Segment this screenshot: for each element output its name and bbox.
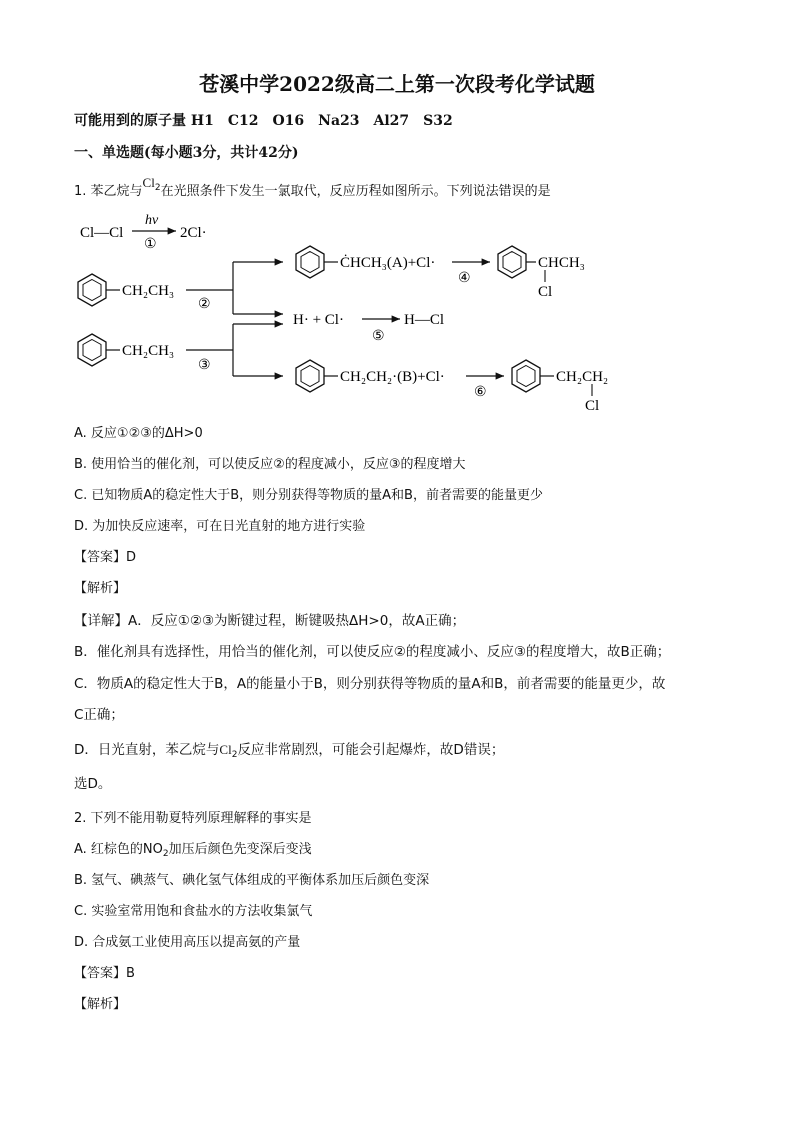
q1-detail-d: D．日光直射，苯乙烷与$Cl_2$反应非常剧烈，可能会引起爆炸，故D错误； xyxy=(74,742,505,760)
benzene-ring-icon xyxy=(512,360,540,392)
q1-answer: 【答案】D xyxy=(74,550,137,565)
step-3-label: ③ xyxy=(198,358,211,373)
step-1-label: ① xyxy=(144,237,157,252)
benzene-ring-icon xyxy=(498,246,526,278)
q2-option-a: A. 红棕色的$NO_2$加压后颜色先变深后变浅 xyxy=(74,842,312,859)
ethyl-group-2: CH₂CH₃ xyxy=(122,343,175,359)
section-heading: 一、单选题(每小题3分，共计42分) xyxy=(74,145,299,161)
q2-option-c: C. 实验室常用饱和食盐水的方法收集氯气 xyxy=(74,904,313,919)
q1-option-c: C. 已知物质A的稳定性大于B，则分别获得等物质的量A和B，前者需要的能量更少 xyxy=(74,488,543,503)
q1-option-b: B. 使用恰当的催化剂，可以使反应②的程度减小，反应③的程度增大 xyxy=(74,457,466,472)
step-6-label: ⑥ xyxy=(474,385,487,400)
product-b-cl: Cl xyxy=(585,398,600,414)
hcl-product: H—Cl xyxy=(404,312,445,328)
q1-analysis-label: 【解析】 xyxy=(74,581,127,596)
step-4-label: ④ xyxy=(458,271,471,286)
page-title: 苍溪中学2022级高二上第一次段考化学试题 xyxy=(199,72,595,96)
q2-option-b: B. 氢气、碘蒸气、碘化氢气体组成的平衡体系加压后颜色变深 xyxy=(74,873,430,888)
benzene-ring-icon xyxy=(296,360,324,392)
q1-detail-a: 【详解】A．反应①②③为断键过程，断键吸热ΔH>0，故A正确； xyxy=(74,613,466,629)
product-2cl: 2Cl· xyxy=(180,225,207,241)
atomic-masses: 可能用到的原子量 H1 C12 O16 Na23 Al27 S32 xyxy=(74,113,453,129)
step-2-label: ② xyxy=(198,297,211,312)
cl-cl-text: Cl—Cl xyxy=(80,225,124,241)
benzene-ring-icon xyxy=(296,246,324,278)
q2-answer: 【答案】B xyxy=(74,966,135,981)
product-a-cl: Cl xyxy=(538,284,553,300)
step-5-label: ⑤ xyxy=(372,329,385,344)
q2-option-d: D. 合成氨工业使用高压以提高氨的产量 xyxy=(74,935,301,950)
q2-analysis-label: 【解析】 xyxy=(74,997,127,1012)
q1-detail-b: B．催化剂具有选择性，用恰当的催化剂，可以使反应②的程度减小、反应③的程度增大，故B正确； xyxy=(74,644,671,660)
q1-option-d: D. 为加快反应速率，可在日光直射的地方进行实验 xyxy=(74,519,366,534)
reaction-diagram xyxy=(0,200,794,415)
q1-detail-c: C．物质A的稳定性大于B，A的能量小于B，则分别获得等物质的量A和B，前者需要的能量更少，故 xyxy=(74,676,666,692)
benzene-ring-icon xyxy=(78,334,106,366)
radical-b: CH₂CH₂·(B)+Cl· xyxy=(340,369,445,385)
q1-stem: 1. 苯乙烷与$Cl_2$在光照条件下发生一氯取代，反应历程如图所示。下列说法错误的是 xyxy=(74,175,551,199)
h-plus-cl: H· + Cl· xyxy=(293,312,344,328)
ethyl-group-1: CH₂CH₃ xyxy=(122,283,175,299)
q2-stem: 2. 下列不能用勒夏特列原理解释的事实是 xyxy=(74,811,312,826)
benzene-ring-icon xyxy=(78,274,106,306)
q1-detail-c-cont: C正确； xyxy=(74,707,124,723)
product-b: CH₂CH₂ xyxy=(556,369,609,385)
radical-a: ĊHCH₃(A)+Cl· xyxy=(340,255,436,271)
q1-choose: 选D。 xyxy=(74,776,112,792)
hv-label: hν xyxy=(145,213,159,228)
q1-option-a: A. 反应①②③的ΔH>0 xyxy=(74,426,203,441)
product-a: CHCH₃ xyxy=(538,255,585,271)
